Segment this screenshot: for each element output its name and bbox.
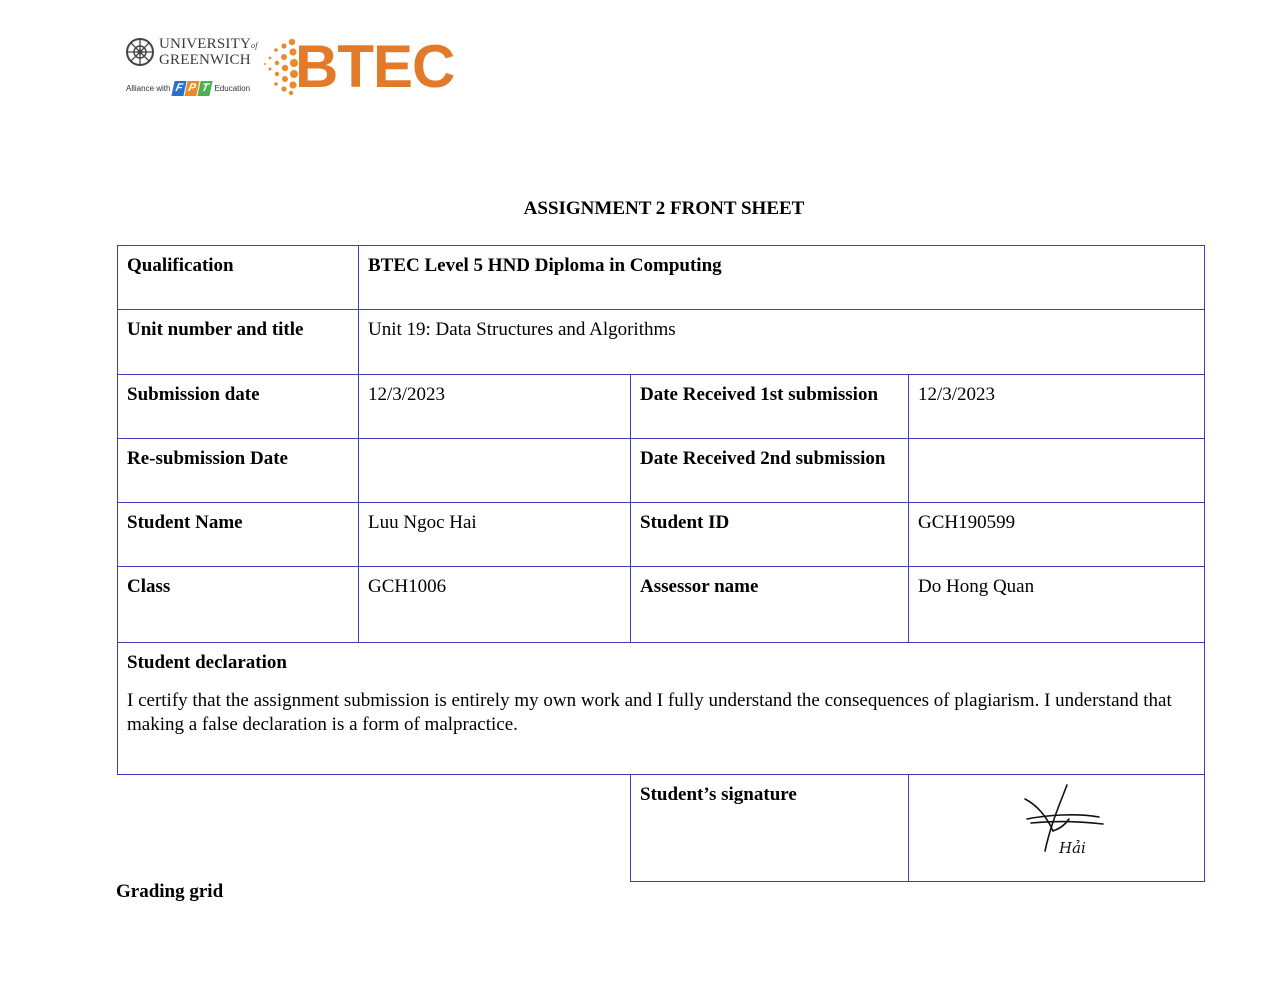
date-received-2-label: Date Received 2nd submission [631, 439, 909, 503]
student-id-value: GCH190599 [909, 503, 1205, 567]
unit-label: Unit number and title [118, 310, 359, 375]
student-id-label: Student ID [631, 503, 909, 567]
unit-value: Unit 19: Data Structures and Algorithms [359, 310, 1205, 375]
signature-cell [909, 775, 1205, 882]
university-name: UNIVERSITYof GREENWICH [159, 36, 258, 68]
education-label: Education [214, 84, 251, 93]
student-name-label: Student Name [118, 503, 359, 567]
class-row [118, 567, 1205, 643]
class-value: GCH1006 [359, 567, 631, 643]
qualification-label: Qualification [118, 246, 359, 310]
declaration-heading: Student declaration [127, 652, 287, 673]
signature-name: Hải [1058, 839, 1086, 857]
qualification-value: BTEC Level 5 HND Diploma in Computing [359, 246, 1205, 310]
resubmission-date-value [359, 439, 631, 503]
date-received-1-label: Date Received 1st submission [631, 375, 909, 439]
assessor-value: Do Hong Quan [909, 567, 1205, 643]
class-label: Class [118, 567, 359, 643]
university-emblem-icon [125, 37, 155, 67]
student-row [118, 503, 1205, 567]
front-sheet-table [117, 245, 1205, 882]
submission-row [118, 375, 1205, 439]
submission-date-label: Submission date [118, 375, 359, 439]
date-received-2-value [909, 439, 1205, 503]
assessor-label: Assessor name [631, 567, 909, 643]
declaration-text: I certify that the assignment submission is entirely my own work and I fully understand the consequences of plagiarism. I understand that making a false declaration is a form of malpractice. [127, 690, 1172, 735]
unit-row [118, 310, 1205, 375]
declaration-cell [118, 643, 1205, 775]
alliance-label: Alliance with [126, 84, 171, 93]
declaration-row [118, 643, 1205, 775]
signature-spacer [118, 775, 631, 882]
student-name-value: Luu Ngoc Hai [359, 503, 631, 567]
signature-row [118, 775, 1205, 882]
date-received-1-value: 12/3/2023 [909, 375, 1205, 439]
grading-grid-heading: Grading grid [116, 881, 224, 902]
btec-wordmark: BTEC [295, 33, 455, 100]
qualification-row [118, 246, 1205, 310]
fpt-alliance [126, 81, 250, 96]
institution-logo [125, 34, 455, 100]
resubmission-date-label: Re-submission Date [118, 439, 359, 503]
page-title: ASSIGNMENT 2 FRONT SHEET [523, 198, 805, 219]
resubmission-row [118, 439, 1205, 503]
fpt-logo: F P T [173, 81, 211, 96]
signature-label: Student’s signature [631, 775, 909, 882]
student-signature [1007, 783, 1107, 863]
submission-date-value: 12/3/2023 [359, 375, 631, 439]
